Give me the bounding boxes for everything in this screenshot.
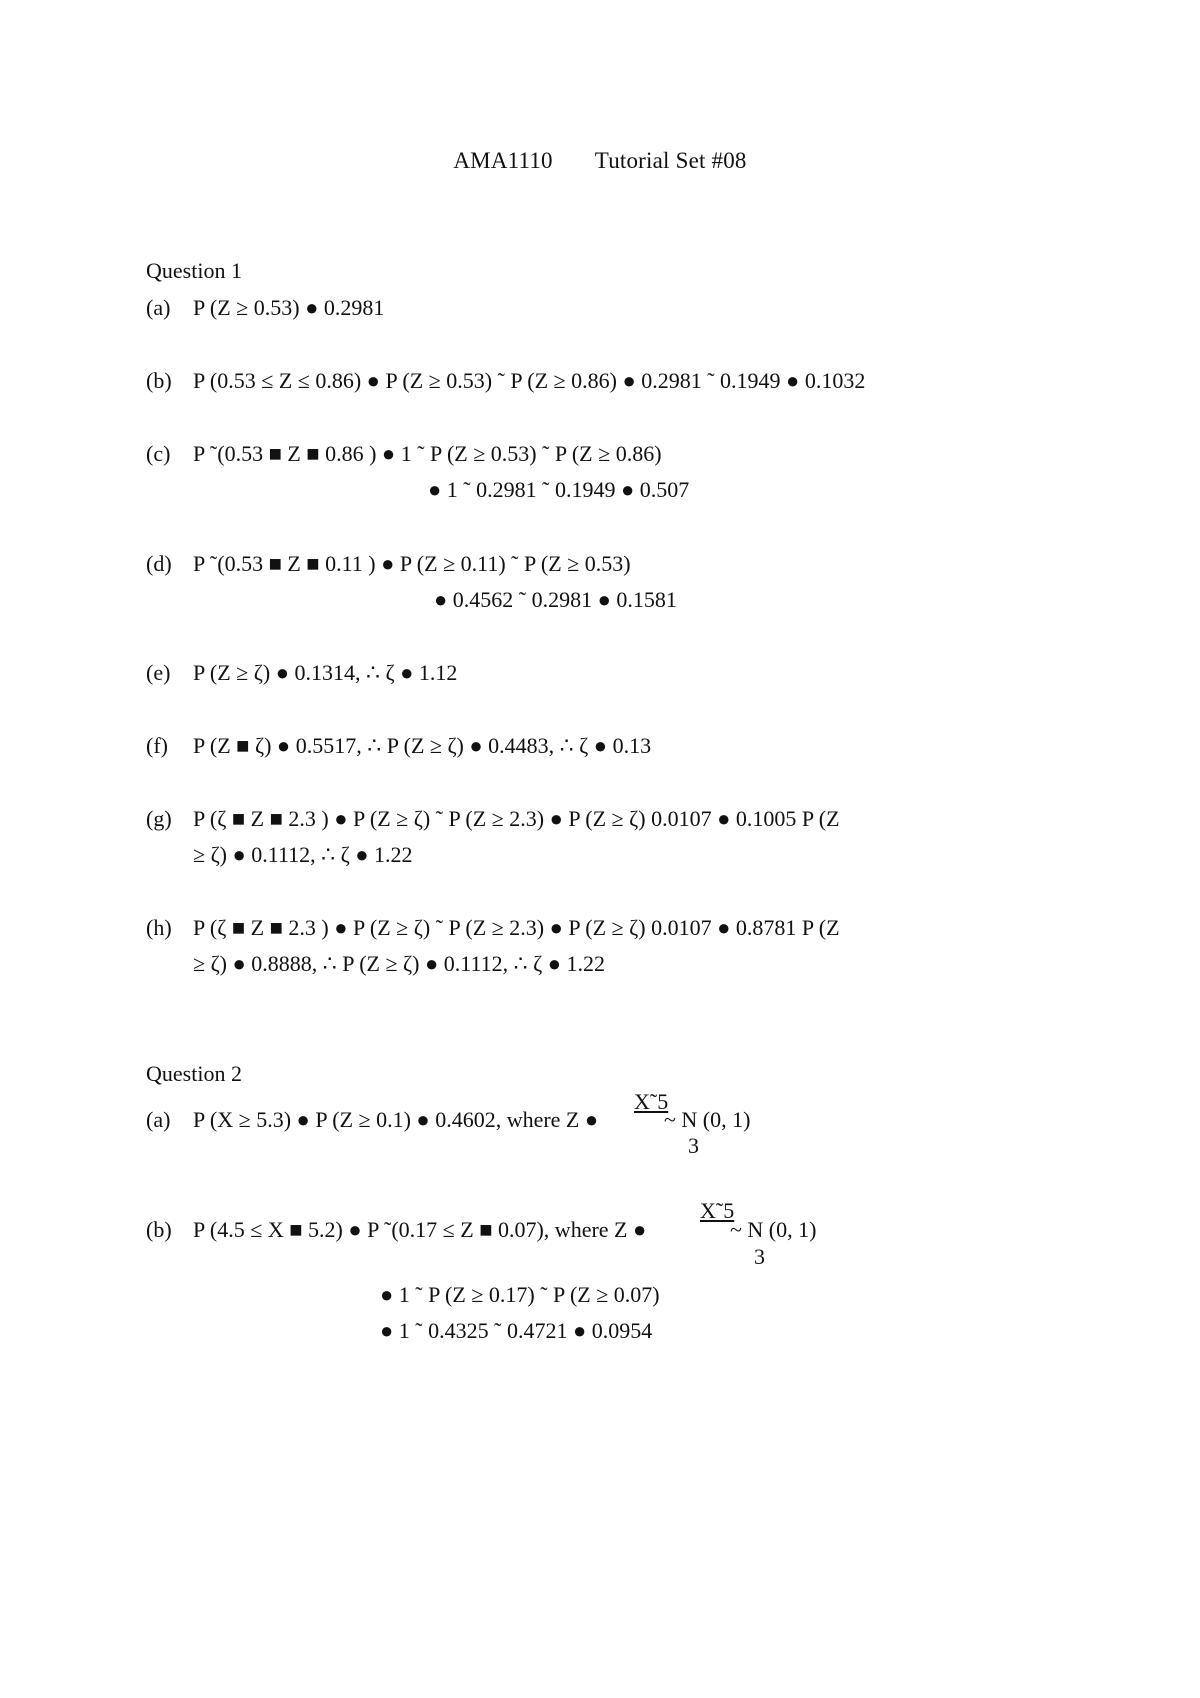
question-1-heading: Question 1 <box>146 258 242 283</box>
q2-item-b-line-3: ● 1 ˜ 0.4325 ˜ 0.4721 ● 0.0954 <box>380 1318 653 1343</box>
item-text: P (ζ ■ Z ■ 2.3 ) ● P (Z ≥ ζ) ˜ P (Z ≥ 2.3) ● P (Z ≥ ζ) 0.0107 ● 0.8781 P (Z <box>193 915 840 940</box>
q2-a-fraction-denominator: 3 <box>688 1133 699 1158</box>
item-text: P (4.5 ≤ X ■ 5.2) ● P ˜(0.17 ≤ Z ■ 0.07), where Z ● <box>193 1217 647 1242</box>
item-label: (d) <box>146 551 172 576</box>
item-text: P (Z ≥ 0.53) ● 0.2981 <box>193 295 385 320</box>
q2-a-fraction-numerator: X˜5 <box>634 1089 669 1114</box>
q2-a-distribution: ~ N (0, 1) <box>664 1107 751 1132</box>
q1-item-c <box>146 441 662 467</box>
item-text: P (Z ■ ζ) ● 0.5517, ∴ P (Z ≥ ζ) ● 0.4483, ∴ ζ ● 0.13 <box>193 733 652 758</box>
q1-item-f <box>146 733 651 759</box>
item-text: P ˜(0.53 ■ Z ■ 0.11 ) ● P (Z ≥ 0.11) ˜ P (Z ≥ 0.53) <box>193 551 631 576</box>
tutorial-set: Tutorial Set #08 <box>594 148 747 173</box>
item-text: P (ζ ■ Z ■ 2.3 ) ● P (Z ≥ ζ) ˜ P (Z ≥ 2.3) ● P (Z ≥ ζ) 0.0107 ● 0.1005 P (Z <box>193 806 840 831</box>
item-text: P (0.53 ≤ Z ≤ 0.86) ● P (Z ≥ 0.53) ˜ P (Z ≥ 0.86) ● 0.2981 ˜ 0.1949 ● 0.1032 <box>193 368 866 393</box>
q2-item-b <box>146 1217 646 1243</box>
q1-item-e <box>146 660 457 686</box>
q1-item-a <box>146 295 384 321</box>
item-label: (b) <box>146 368 172 393</box>
item-text: P (Z ≥ ζ) ● 0.1314, ∴ ζ ● 1.12 <box>193 660 458 685</box>
q1-item-h <box>146 915 840 941</box>
q2-item-b-line-2: ● 1 ˜ P (Z ≥ 0.17) ˜ P (Z ≥ 0.07) <box>380 1282 660 1307</box>
item-label: (f) <box>146 733 168 758</box>
q1-item-d-continuation: ● 0.4562 ˜ 0.2981 ● 0.1581 <box>434 587 677 612</box>
item-label: (a) <box>146 295 171 320</box>
q1-item-d <box>146 551 631 577</box>
item-label: (a) <box>146 1107 171 1132</box>
item-label: (g) <box>146 806 172 831</box>
q1-item-h-continuation: ≥ ζ) ● 0.8888, ∴ P (Z ≥ ζ) ● 0.1112, ∴ ζ ● 1.22 <box>193 951 606 976</box>
item-label: (e) <box>146 660 171 685</box>
item-label: (h) <box>146 915 172 940</box>
page-title <box>0 148 1200 174</box>
item-label: (b) <box>146 1217 172 1242</box>
item-label: (c) <box>146 441 171 466</box>
question-2-heading: Question 2 <box>146 1061 242 1086</box>
course-code: AMA1110 <box>453 148 553 173</box>
q2-item-a <box>146 1107 598 1133</box>
item-text: P (X ≥ 5.3) ● P (Z ≥ 0.1) ● 0.4602, where Z ● <box>193 1107 599 1132</box>
q2-b-fraction-denominator: 3 <box>754 1244 765 1269</box>
item-text: P ˜(0.53 ■ Z ■ 0.86 ) ● 1 ˜ P (Z ≥ 0.53) ˜ P (Z ≥ 0.86) <box>193 441 662 466</box>
q1-item-g <box>146 806 840 832</box>
q1-item-b <box>146 368 865 394</box>
q2-b-fraction-numerator: X˜5 <box>700 1198 735 1223</box>
q2-b-distribution: ~ N (0, 1) <box>730 1217 817 1242</box>
q1-item-c-continuation: ● 1 ˜ 0.2981 ˜ 0.1949 ● 0.507 <box>428 477 690 502</box>
q1-item-g-continuation: ≥ ζ) ● 0.1112, ∴ ζ ● 1.22 <box>193 842 413 867</box>
